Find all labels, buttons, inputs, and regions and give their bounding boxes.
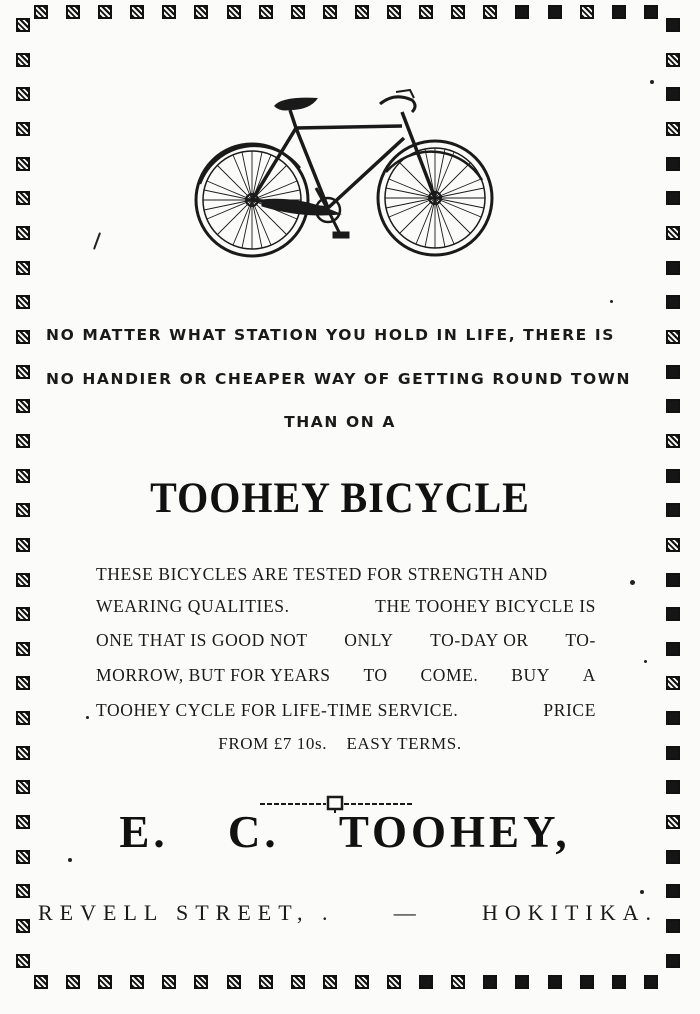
- firm-surname: TOOHEY,: [338, 807, 571, 857]
- address: [38, 900, 658, 926]
- body-text: TO: [363, 665, 388, 685]
- address-dash: —: [393, 900, 423, 925]
- intro-line-2: NO HANDIER OR CHEAPER WAY OF GETTING ROUND TOWN: [46, 370, 632, 388]
- print-speck: [610, 300, 613, 303]
- body-text: ONE THAT IS GOOD NOT: [96, 630, 308, 650]
- border-bottom: [34, 975, 658, 989]
- body-text: TO-: [565, 630, 596, 650]
- body-text: ONLY: [344, 630, 394, 650]
- print-speck: [644, 660, 647, 663]
- firm-initial-2: C.: [227, 807, 280, 857]
- intro-line-3: THAN ON A: [284, 413, 396, 431]
- price-line: FROM £7 10s. EASY TERMS.: [218, 734, 462, 753]
- print-speck: [86, 716, 89, 719]
- body-text: TOOHEY CYCLE FOR LIFE-TIME SERVICE.: [96, 700, 459, 720]
- print-speck: [640, 890, 644, 894]
- print-speck: [68, 858, 72, 862]
- headline: TOOHEY BICYCLE: [150, 473, 530, 522]
- body-text: COME.: [420, 665, 479, 685]
- body-text: BUY: [511, 665, 550, 685]
- body-text: WEARING QUALITIES.: [96, 596, 290, 616]
- firm-name: [0, 806, 690, 858]
- address-street: REVELL STREET, .: [38, 900, 335, 925]
- body-line-5: [96, 700, 596, 721]
- body-text: A: [582, 665, 596, 685]
- border-top: [34, 5, 658, 19]
- body-text: TO-DAY OR: [430, 630, 529, 650]
- intro-line-1: NO MATTER WHAT STATION YOU HOLD IN LIFE, THERE IS: [46, 326, 615, 344]
- body-text: PRICE: [543, 700, 596, 720]
- body-line-3: [96, 630, 596, 651]
- body-line-1: [96, 564, 596, 585]
- firm-initial-1: E.: [119, 807, 169, 857]
- body-text: THE TOOHEY BICYCLE IS: [375, 596, 596, 616]
- address-town: HOKITIKA.: [481, 900, 658, 925]
- body-text: THESE BICYCLES ARE TESTED FOR STRENGTH AND: [96, 564, 548, 584]
- body-line-2: [96, 596, 596, 617]
- print-speck: [630, 580, 635, 585]
- bicycle-illustration: [190, 88, 500, 268]
- body-text: MORROW, BUT FOR YEARS: [96, 665, 331, 685]
- print-speck: [93, 232, 101, 250]
- print-speck: [650, 80, 654, 84]
- body-line-4: [96, 665, 596, 686]
